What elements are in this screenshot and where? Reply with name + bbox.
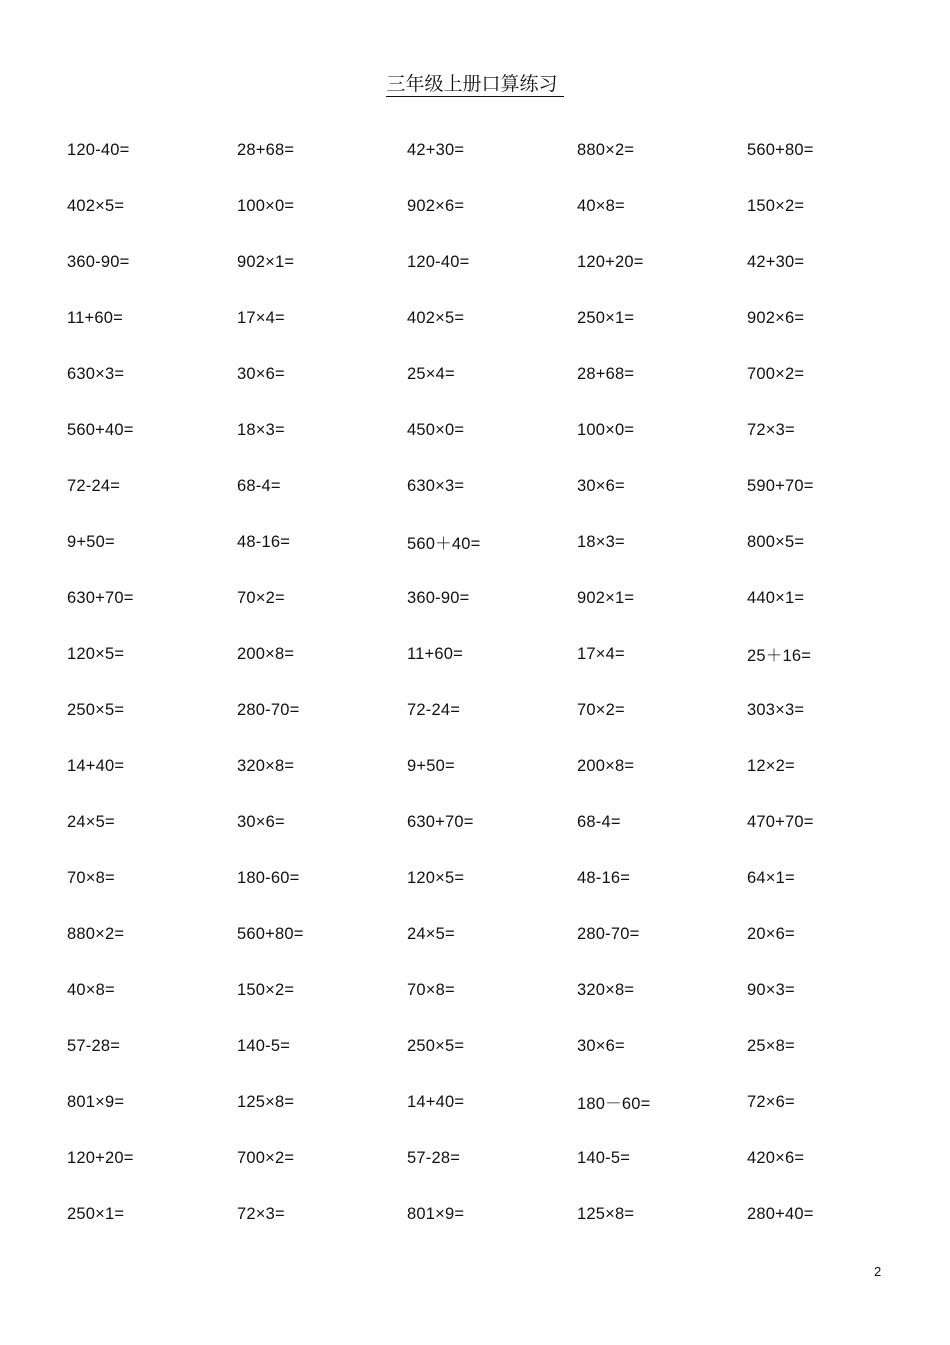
math-problem: 30×6=: [577, 476, 625, 495]
math-problem: 18×3=: [577, 532, 625, 551]
math-problem: 125×8=: [577, 1204, 635, 1223]
math-problem: 360-90=: [407, 588, 470, 607]
math-problem: 140-5=: [237, 1036, 291, 1055]
math-problem: 280-70=: [237, 700, 300, 719]
math-problem: 72×3=: [747, 420, 795, 439]
math-problem: 320×8=: [237, 756, 295, 775]
math-problem: 402×5=: [407, 308, 465, 327]
math-problem: 902×6=: [747, 308, 805, 327]
math-problem: 72×3=: [237, 1204, 285, 1223]
math-problem: 120+20=: [67, 1148, 134, 1167]
math-problem: 700×2=: [747, 364, 805, 383]
problem-row: [67, 682, 917, 738]
math-problem: 250×1=: [67, 1204, 125, 1223]
math-problem: 42+30=: [407, 140, 465, 159]
math-problem: 25×4=: [407, 364, 455, 383]
math-problem: 28+68=: [237, 140, 295, 159]
math-problem: 9+50=: [67, 532, 115, 551]
math-problem: 17×4=: [577, 644, 625, 663]
problem-row: [67, 234, 917, 290]
math-problem: 420×6=: [747, 1148, 805, 1167]
math-problem: 24×5=: [407, 924, 455, 943]
math-problem: 68-4=: [237, 476, 281, 495]
math-problem: 28+68=: [577, 364, 635, 383]
math-problem: 70×2=: [577, 700, 625, 719]
math-problem: 72-24=: [407, 700, 461, 719]
math-problem: 12×2=: [747, 756, 795, 775]
math-problem: 25＋16=: [747, 647, 812, 665]
math-problem: 70×2=: [237, 588, 285, 607]
math-problem: 280+40=: [747, 1204, 814, 1223]
math-problem: 880×2=: [67, 924, 125, 943]
math-problem: 150×2=: [237, 980, 295, 999]
math-problem: 90×3=: [747, 980, 795, 999]
problem-row: [67, 346, 917, 402]
math-problem: 42+30=: [747, 252, 805, 271]
math-problem: 14+40=: [407, 1092, 465, 1111]
math-problem: 14+40=: [67, 756, 125, 775]
math-problem: 120-40=: [407, 252, 470, 271]
problem-row: [67, 850, 917, 906]
math-problem: 590+70=: [747, 476, 814, 495]
math-problem: 303×3=: [747, 700, 805, 719]
problem-row: [67, 794, 917, 850]
math-problem: 630+70=: [67, 588, 134, 607]
worksheet-title: [0, 70, 950, 98]
math-problem: 200×8=: [577, 756, 635, 775]
math-problem: 560＋40=: [407, 535, 481, 553]
problem-grid: [67, 122, 917, 1242]
math-problem: 902×1=: [577, 588, 635, 607]
math-problem: 250×5=: [407, 1036, 465, 1055]
problem-row: [67, 458, 917, 514]
problem-row: [67, 1018, 917, 1074]
math-problem: 11+60=: [67, 308, 123, 327]
math-problem: 200×8=: [237, 644, 295, 663]
page-number: 2: [874, 1264, 882, 1279]
problem-row: [67, 1186, 917, 1242]
math-problem: 250×1=: [577, 308, 635, 327]
math-problem: 24×5=: [67, 812, 115, 831]
math-problem: 801×9=: [67, 1092, 125, 1111]
math-problem: 57-28=: [67, 1036, 121, 1055]
math-problem: 801×9=: [407, 1204, 465, 1223]
math-problem: 560+40=: [67, 420, 134, 439]
math-problem: 100×0=: [577, 420, 635, 439]
math-problem: 68-4=: [577, 812, 621, 831]
math-problem: 630×3=: [407, 476, 465, 495]
math-problem: 20×6=: [747, 924, 795, 943]
problem-row: [67, 738, 917, 794]
problem-row: [67, 402, 917, 458]
math-problem: 280-70=: [577, 924, 640, 943]
math-problem: 11+60=: [407, 644, 463, 663]
math-problem: 450×0=: [407, 420, 465, 439]
problem-row: [67, 178, 917, 234]
math-problem: 150×2=: [747, 196, 805, 215]
math-problem: 630×3=: [67, 364, 125, 383]
math-problem: 320×8=: [577, 980, 635, 999]
math-problem: 180-60=: [237, 868, 300, 887]
math-problem: 48-16=: [577, 868, 631, 887]
math-problem: 100×0=: [237, 196, 295, 215]
math-problem: 70×8=: [407, 980, 455, 999]
problem-row: [67, 570, 917, 626]
math-problem: 30×6=: [577, 1036, 625, 1055]
math-problem: 250×5=: [67, 700, 125, 719]
math-problem: 70×8=: [67, 868, 115, 887]
math-problem: 125×8=: [237, 1092, 295, 1111]
math-problem: 902×1=: [237, 252, 295, 271]
math-problem: 120+20=: [577, 252, 644, 271]
problem-row: [67, 290, 917, 346]
math-problem: 700×2=: [237, 1148, 295, 1167]
math-problem: 560+80=: [237, 924, 304, 943]
math-problem: 440×1=: [747, 588, 805, 607]
math-problem: 880×2=: [577, 140, 635, 159]
math-problem: 18×3=: [237, 420, 285, 439]
problem-row: [67, 1074, 917, 1130]
math-problem: 560+80=: [747, 140, 814, 159]
math-problem: 72-24=: [67, 476, 121, 495]
problem-row: [67, 514, 917, 570]
math-problem: 902×6=: [407, 196, 465, 215]
math-problem: 180－60=: [577, 1095, 651, 1113]
math-problem: 48-16=: [237, 532, 291, 551]
math-problem: 40×8=: [577, 196, 625, 215]
math-problem: 57-28=: [407, 1148, 461, 1167]
math-problem: 64×1=: [747, 868, 795, 887]
math-problem: 360-90=: [67, 252, 130, 271]
math-problem: 120-40=: [67, 140, 130, 159]
worksheet-title-text: 三年级上册口算练习: [386, 72, 563, 97]
math-problem: 630+70=: [407, 812, 474, 831]
math-problem: 140-5=: [577, 1148, 631, 1167]
math-problem: 30×6=: [237, 364, 285, 383]
math-problem: 120×5=: [67, 644, 125, 663]
math-problem: 120×5=: [407, 868, 465, 887]
math-problem: 25×8=: [747, 1036, 795, 1055]
problem-row: [67, 1130, 917, 1186]
problem-row: [67, 962, 917, 1018]
math-problem: 17×4=: [237, 308, 285, 327]
math-problem: 40×8=: [67, 980, 115, 999]
math-problem: 9+50=: [407, 756, 455, 775]
math-problem: 470+70=: [747, 812, 814, 831]
math-problem: 402×5=: [67, 196, 125, 215]
math-problem: 72×6=: [747, 1092, 795, 1111]
problem-row: [67, 122, 917, 178]
math-problem: 30×6=: [237, 812, 285, 831]
problem-row: [67, 906, 917, 962]
problem-row: [67, 626, 917, 682]
math-problem: 800×5=: [747, 532, 805, 551]
